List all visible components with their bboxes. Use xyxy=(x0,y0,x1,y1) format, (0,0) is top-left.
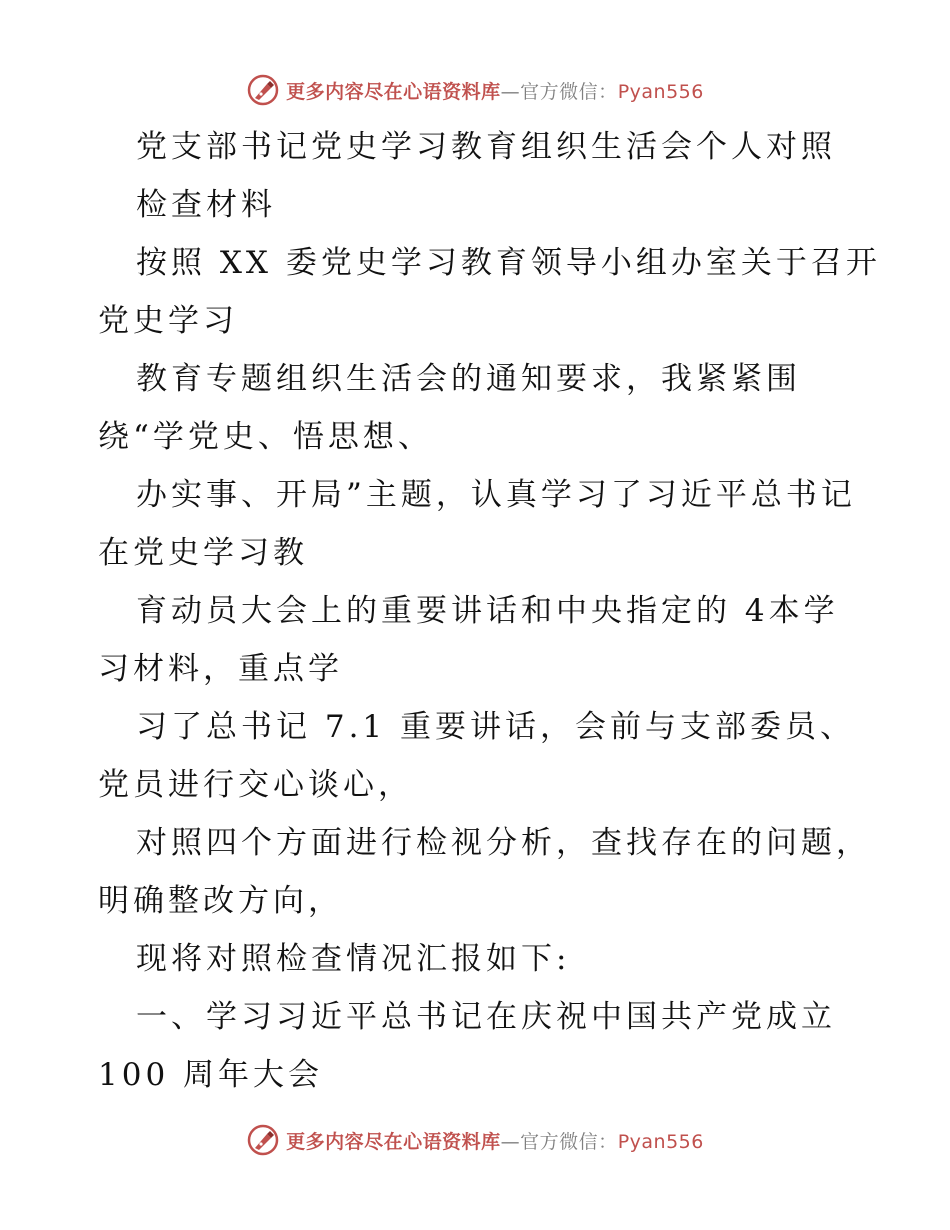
document-body xyxy=(98,118,881,1104)
document-line: 明确整改方向， xyxy=(98,883,343,919)
document-line: 100 周年大会 xyxy=(98,1057,324,1093)
pen-nib-circle-icon xyxy=(246,1123,280,1157)
document-line: 党员进行交心谈心， xyxy=(98,767,413,803)
banner-separator: — xyxy=(500,1130,521,1153)
banner-separator: — xyxy=(500,80,521,103)
document-line: 在党史学习教 xyxy=(98,535,308,571)
document-line: 办实事、开局”主题，认真学习了习近平总书记 xyxy=(136,477,856,513)
document-line: 现将对照检查情况汇报如下: xyxy=(136,941,571,977)
document-line: 党支部书记党史学习教育组织生活会个人对照 xyxy=(136,129,836,165)
document-line: 教育专题组织生活会的通知要求，我紧紧围 xyxy=(136,361,801,397)
document-line: 一、学习习近平总书记在庆祝中国共产党成立 xyxy=(136,999,836,1035)
banner-official-label: 官方微信： xyxy=(520,1130,618,1153)
document-line: 育动员大会上的重要讲话和中央指定的 4本学 xyxy=(136,593,839,629)
document-line: 按照 XX 委党史学习教育领导小组办室关于召开 xyxy=(136,245,881,281)
banner-text xyxy=(286,77,704,104)
banner-brand: 更多内容尽在心语资料库 xyxy=(286,80,501,103)
document-line: 检查材料 xyxy=(136,187,276,223)
banner-text xyxy=(286,1127,704,1154)
document-line: 习了总书记 7.1 重要讲话，会前与支部委员、 xyxy=(136,709,856,745)
banner-brand: 更多内容尽在心语资料库 xyxy=(286,1130,501,1153)
document-line: 习材料，重点学 xyxy=(98,651,343,687)
banner-wechat-id: Pyan556 xyxy=(617,1130,704,1153)
document-line: 绕“学党史、悟思想、 xyxy=(98,419,433,455)
header-watermark-banner xyxy=(0,70,950,110)
footer-watermark-banner xyxy=(0,1120,950,1160)
pen-nib-circle-icon xyxy=(246,73,280,107)
document-line: 对照四个方面进行检视分析，查找存在的问题， xyxy=(136,825,871,861)
banner-wechat-id: Pyan556 xyxy=(617,80,704,103)
banner-official-label: 官方微信： xyxy=(520,80,618,103)
document-line: 党史学习 xyxy=(98,303,238,339)
